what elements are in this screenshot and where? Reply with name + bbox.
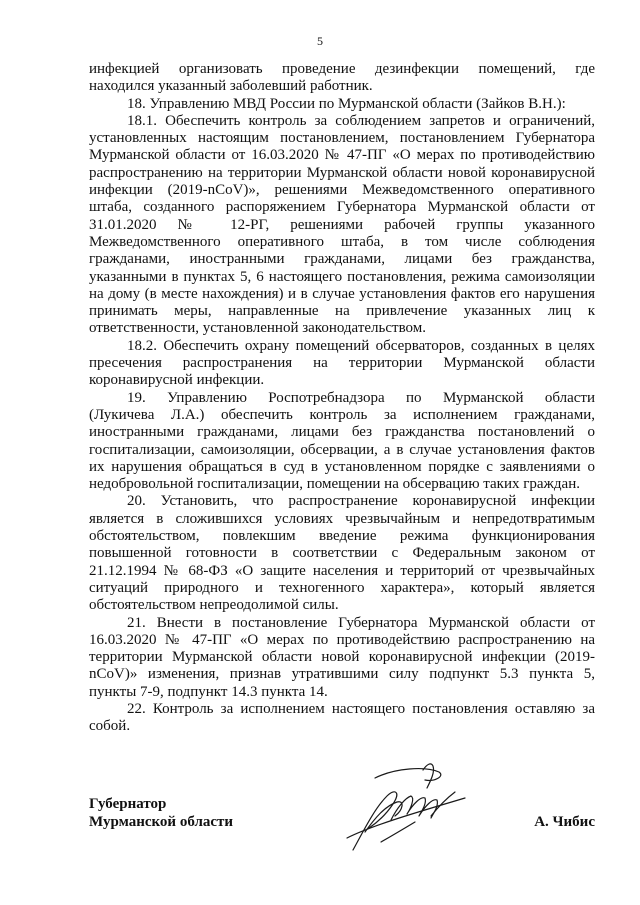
text-line: гражданами, иностранными гражданами, лицами без гражданства, (89, 251, 595, 268)
text-line: установленных настоящим постановлением, постановлением Губернатора (89, 130, 595, 147)
text-line: 21. Внести в постановление Губернатора Мурманской области от (127, 614, 595, 631)
text-line: пресечения распространения на территории Мурманской области (89, 355, 595, 372)
text-line: (Лукичева Л.А.) обеспечить контроль за исполнением гражданами, (89, 406, 595, 423)
text-line: недобровольной госпитализации, помещении на обсервацию таких граждан. (89, 476, 580, 493)
page-number: 5 (317, 34, 323, 48)
text-line: 31.01.2020 № 12-РГ, решениями рабочей группы указанного (89, 216, 595, 233)
text-line: госпитализации, самоизоляции, обсервации, а в случае установления фактов (89, 441, 595, 458)
text-line: иностранными гражданами, лицами без гражданства постановлений о (89, 424, 595, 441)
text-line: штаба, созданного распоряжением Губернатора Мурманской области от (89, 199, 595, 216)
text-line: 19. Управлению Роспотребнадзора по Мурманской области (127, 389, 595, 406)
text-line: инфекцией организовать проведение дезинфекции помещений, где (89, 61, 595, 77)
text-line: Межведомственного оперативного штаба, в том числе соблюдения (89, 233, 595, 250)
text-line: ситуаций природного и техногенного характера», который является (89, 579, 595, 596)
text-line: находился указанный заболевший работник. (89, 78, 373, 95)
text-line: их нарушения обращаться в суд в установленном порядке с заявлениями о (89, 458, 595, 475)
text-line: 18. Управлению МВД России по Мурманской области (Зайков В.Н.): (127, 95, 566, 112)
text-line: собой. (89, 718, 131, 735)
text-line: коронавирусной инфекции. (89, 372, 265, 389)
text-line: 18.2. Обеспечить охрану помещений обсерваторов, созданных в целях (127, 337, 595, 354)
text-line: указанными в пунктах 5, 6 настоящего постановления, режима самоизоляции (89, 268, 595, 285)
text-line: обстоятельством, повлекшим введение режима функционирования (89, 528, 595, 545)
text-line: 18.1. Обеспечить контроль за соблюдением запретов и ограничений, (127, 112, 595, 129)
text-line: ответственности, установленной законодательством. (89, 320, 427, 337)
text-line: принимать меры, направленные на привлечение указанных лиц к (89, 303, 595, 320)
text-line: инфекции (2019-nCoV)», решениями Межведомственного оперативного (89, 182, 595, 199)
text-line: 20. Установить, что распространение коронавирусной инфекции (127, 493, 595, 510)
handwritten-signature (335, 758, 475, 858)
text-line: пункты 7-9, подпункт 14.3 пункта 14. (89, 683, 328, 700)
text-line: распространению на территории Мурманской области новой коронавирусной (89, 164, 595, 181)
text-line: является в сложившихся условиях чрезвычайным и непредотвратимым (89, 510, 595, 527)
text-line: 22. Контроль за исполнением настоящего постановления оставляю за (127, 700, 595, 717)
signatory-name: А. Чибис (534, 814, 595, 830)
text-line: Мурманской области от 16.03.2020 № 47-ПГ «О мерах по противодействию (89, 147, 595, 164)
document-body (89, 61, 595, 736)
text-line: nCoV)» изменения, признав утратившими силу подпункт 5.3 пункта 5, (89, 666, 595, 683)
text-line: 21.12.1994 № 68-ФЗ «О защите населения и территорий от чрезвычайных (89, 562, 595, 579)
signatory-title-line-2: Мурманской области (89, 814, 234, 830)
signatory-title (89, 795, 233, 831)
text-line: на дому (в месте нахождения) и в случае установления фактов его нарушения (89, 285, 595, 302)
signatory-title-line-1: Губернатор (89, 796, 167, 812)
text-line: повышенной готовности в соответствии с Федеральным законом от (89, 545, 595, 562)
text-line: обстоятельством непреодолимой силы. (89, 597, 339, 614)
text-line: территории Мурманской области новой коронавирусной инфекции (2019- (89, 649, 595, 666)
text-line: 16.03.2020 № 47-ПГ «О мерах по противодействию распространению на (89, 631, 595, 648)
